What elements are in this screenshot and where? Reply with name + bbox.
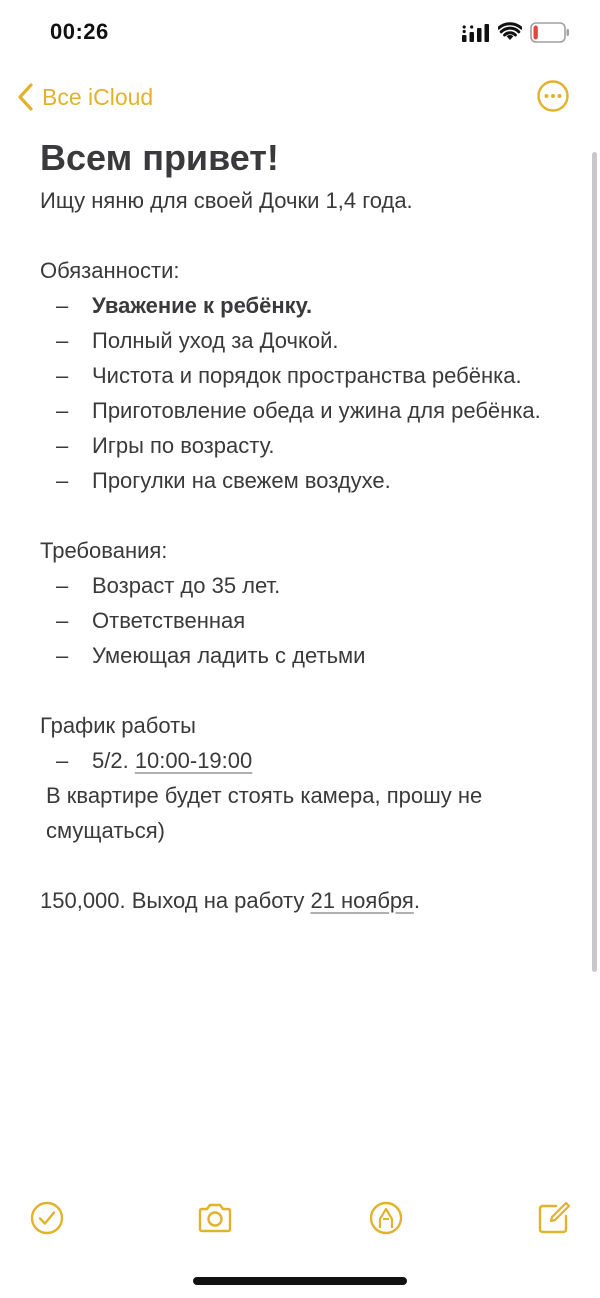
schedule-list (40, 743, 560, 778)
note-title: Всем привет! (40, 137, 279, 178)
bottom-toolbar (0, 1190, 600, 1246)
back-button[interactable] (16, 80, 153, 114)
status-bar (0, 0, 600, 64)
list-item: – Игры по возрасту. (56, 433, 275, 458)
signal-icon (462, 24, 490, 42)
note-body[interactable] (40, 133, 560, 918)
battery-icon (530, 22, 570, 43)
list-item: – Умеющая ладить с детьми (56, 643, 366, 668)
camera-note: В квартире будет стоять камера, прошу не смущаться) (46, 783, 483, 843)
duties-heading: Обязанности: (40, 258, 180, 283)
list-item: – Ответственная (56, 608, 246, 633)
list-item: – 5/2. 10:00-19:00 (56, 748, 253, 773)
list-item: – Полный уход за Дочкой. (56, 328, 339, 353)
pay-line: 150,000. Выход на работу 21 ноября. (40, 888, 420, 913)
ellipsis-circle-icon[interactable] (537, 80, 569, 112)
schedule-heading: График работы (40, 713, 196, 738)
compose-icon[interactable] (534, 1198, 574, 1238)
chevron-left-icon (16, 82, 36, 112)
checklist-icon[interactable] (27, 1198, 67, 1238)
back-label: Все iCloud (42, 83, 154, 110)
list-item: – Возраст до 35 лет. (56, 573, 281, 598)
markup-pen-icon[interactable] (366, 1198, 406, 1238)
list-item: – Уважение к ребёнку. (56, 293, 313, 318)
duties-list (40, 288, 560, 498)
status-time: 00:26 (50, 19, 109, 44)
requirements-list (40, 568, 560, 673)
nav-bar (0, 72, 600, 122)
home-indicator[interactable] (193, 1277, 407, 1285)
list-item: – Чистота и порядок пространства ребёнка. (56, 363, 522, 388)
time-range-link[interactable]: 10:00-19:00 (134, 748, 253, 773)
camera-icon[interactable] (195, 1198, 235, 1238)
requirements-heading: Требования: (40, 538, 168, 563)
wifi-icon (498, 22, 522, 42)
list-item: – Приготовление обеда и ужина для ребёнка. (56, 398, 541, 423)
list-item: – Прогулки на свежем воздухе. (56, 468, 391, 493)
scroll-indicator[interactable] (592, 152, 597, 972)
note-intro: Ищу няню для своей Дочки 1,4 года. (40, 188, 413, 213)
start-date-link[interactable]: 21 ноября (310, 888, 414, 913)
